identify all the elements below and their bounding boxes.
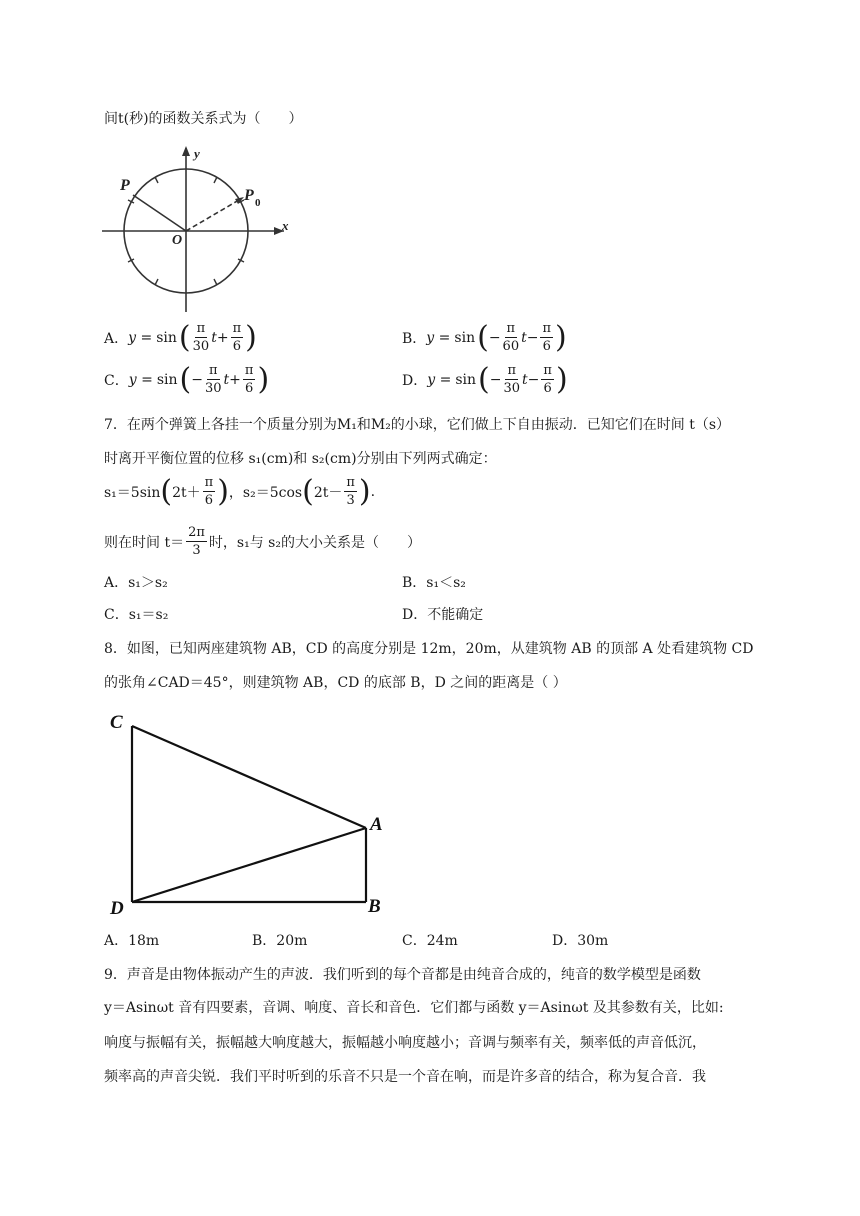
q7-option-c[interactable]: C．s₁＝s₂ bbox=[104, 607, 169, 623]
eq-s2-inner: 2t－ bbox=[313, 484, 343, 501]
q9-text-line3: 响度与振幅有关，振幅越大响度越大，振幅越小响度越小；音调与频率有关，频率低的声音低沉， bbox=[104, 1035, 706, 1051]
label-c: C bbox=[110, 712, 123, 733]
q7-option-a[interactable]: A．s₁＞s₂ bbox=[104, 575, 168, 591]
label-p: P bbox=[120, 177, 130, 194]
label-x: x bbox=[282, 218, 289, 233]
q6-option-d[interactable]: D． y = sin ( − $\frac{\pi}{30}$ t − $\frac{\pi}{6}$ ) bbox=[402, 361, 568, 397]
label-y: y bbox=[194, 146, 200, 161]
q7-equations: s₁＝5sin ( 2t＋ $\frac{\pi}{6}$ ) ， s₂＝5cos ( 2t－ $\frac{\pi}{3}$ ) . bbox=[104, 473, 376, 509]
op0-dashed-segment bbox=[186, 200, 239, 231]
segment-ca bbox=[132, 726, 366, 828]
option-letter: D． bbox=[402, 372, 428, 389]
q6-option-a[interactable]: A． y = sin ( $\frac{\pi}{30}$ t + $\frac{\pi}{6}$ ) bbox=[104, 319, 257, 355]
q8-text-line1: 8．如图，已知两座建筑物 AB，CD 的高度分别是 12m，20m，从建筑物 AB 的顶部 A 处看建筑物 CD bbox=[104, 641, 754, 657]
q6-circle-figure bbox=[96, 140, 296, 316]
q8-option-d[interactable]: D．30m bbox=[552, 933, 609, 949]
eq-s1-inner: 2t＋ bbox=[172, 484, 201, 501]
option-letter: C． bbox=[104, 372, 129, 389]
q6-tail-text: 间t(秒)的函数关系式为（ ） bbox=[104, 111, 303, 127]
q6-option-c[interactable]: C． y = sin ( − $\frac{\pi}{30}$ t + $\frac{\pi}{6}$ ) bbox=[104, 361, 270, 397]
label-o: O bbox=[172, 233, 183, 248]
label-p0-subscript: 0 bbox=[255, 197, 261, 209]
label-b: B bbox=[368, 896, 381, 917]
eq-s2-lhs: s₂＝5cos bbox=[242, 484, 303, 501]
op-segment bbox=[133, 195, 186, 231]
label-a: A bbox=[370, 814, 383, 835]
q7-option-d[interactable]: D．不能确定 bbox=[402, 607, 484, 623]
q9-text-line1: 9．声音是由物体振动产生的声波．我们听到的每个音都是由纯音合成的，纯音的数学模型是函数 bbox=[104, 967, 701, 983]
eq-s1-lhs: s₁＝5sin bbox=[104, 484, 161, 501]
segment-da bbox=[132, 828, 366, 902]
q9-text-line2: y＝Asinωt 音有四要素，音调、响度、音长和音色．它们都与函数 y＝Asinωt 及其参数有关，比如: bbox=[104, 1000, 724, 1016]
q8-text-line2: 的张角∠CAD＝45°，则建筑物 AB，CD 的底部 B，D 之间的距离是（ ） bbox=[104, 675, 567, 691]
q8-option-a[interactable]: A．18m bbox=[104, 933, 160, 949]
option-letter: A． bbox=[104, 330, 129, 347]
q8-option-c[interactable]: C．24m bbox=[402, 933, 458, 949]
option-letter: B． bbox=[402, 330, 427, 347]
q8-option-b[interactable]: B．20m bbox=[252, 933, 308, 949]
q9-text-line4: 频率高的声音尖锐．我们平时听到的乐音不只是一个音在响，而是许多音的结合，称为复合音．我 bbox=[104, 1069, 706, 1085]
q7-text-line2: 时离开平衡位置的位移 s₁(cm)和 s₂(cm)分别由下列两式确定： bbox=[104, 451, 497, 467]
y-axis-arrow-icon bbox=[182, 146, 190, 156]
label-p0: P bbox=[244, 187, 254, 204]
q7-text-line1: 7．在两个弹簧上各挂一个质量分别为M₁和M₂的小球，它们做上下自由振动．已知它们在时间 t（s） bbox=[104, 417, 731, 433]
q6-option-b[interactable]: B． y = sin ( − $\frac{\pi}{60}$ t − $\frac{\pi}{6}$ ) bbox=[402, 319, 567, 355]
q7-question-line: 则在时间 t＝ $\frac{2\pi}{3}$ 时，s₁与 s₂的大小关系是（ ） bbox=[104, 525, 421, 558]
q8-buildings-figure bbox=[100, 706, 400, 924]
label-d: D bbox=[110, 898, 124, 919]
q7-option-b[interactable]: B．s₁＜s₂ bbox=[402, 575, 466, 591]
